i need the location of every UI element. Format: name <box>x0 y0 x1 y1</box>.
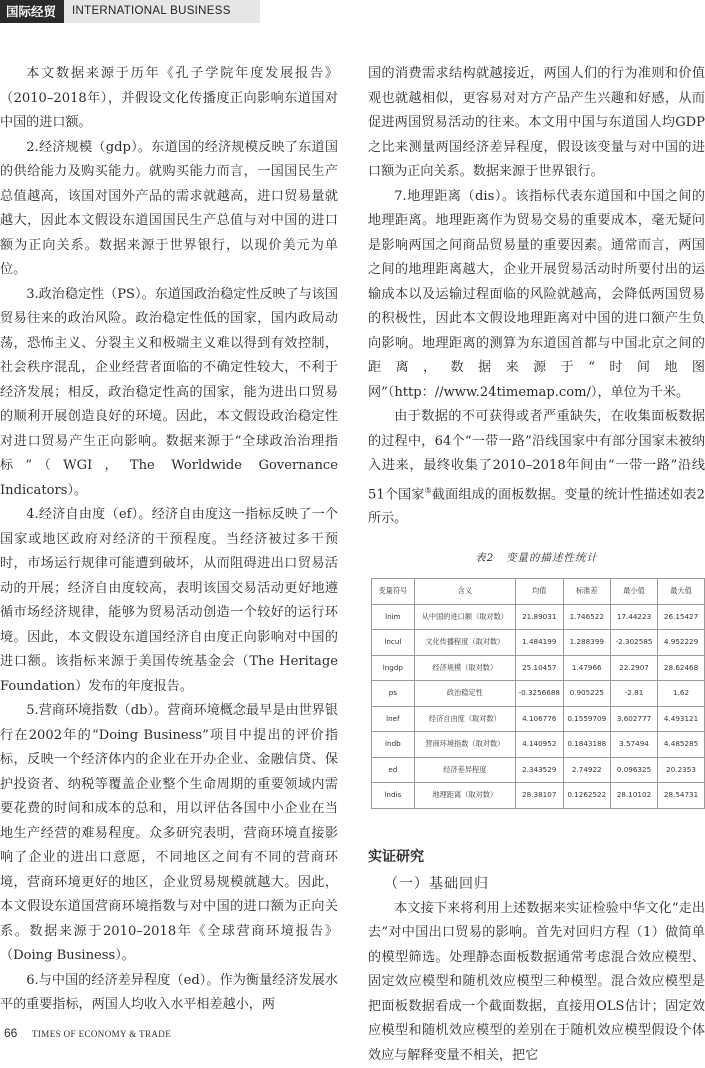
running-header <box>0 0 260 23</box>
table-row <box>372 604 705 630</box>
paragraph: 5.营商环境指数（db）。营商环境概念最早是由世界银行在2002年的“Doing Business”项目中提出的评价指标，反映一个经济体内的企业在开办企业、金融信贷、保护投资者、纳税等覆盖企业整个生命周期的重要领域内需要花费的时间和成本的总和，用以评估各国中小企业在当地生产经营的难易程度。众多研究表明，营商环境直接影响了企业的进出口意愿，不同地区之间有不同的营商环境，营商环境更好的地区，企业贸易规模就越大。因此，本文假设东道国营商环境指数与对中国的进口额为正向关系。数据来源于2010–2018年《全球营商环境报告》（Doing Business）。 <box>0 703 338 963</box>
table-row <box>372 757 705 783</box>
table-cell: 0.1262522 <box>563 783 610 809</box>
table-cell: lndis <box>372 783 415 809</box>
section-heading: 实证研究 <box>368 848 424 865</box>
table-cell: 营商环境指数（取对数） <box>414 732 515 758</box>
table-cell: 21.89031 <box>515 604 563 630</box>
table-row <box>372 783 705 809</box>
table-cell: 0.1843188 <box>563 732 610 758</box>
table-cell: lngdp <box>372 655 415 681</box>
table-row <box>372 681 705 707</box>
table-cell: 17.44223 <box>610 604 657 630</box>
header-section-en: INTERNATIONAL BUSINESS <box>64 0 260 23</box>
table-cell: 1.62 <box>658 681 705 707</box>
table-cell: 4.106776 <box>515 706 563 732</box>
table-cell: 28.54731 <box>658 783 705 809</box>
table-cell: 0.1559709 <box>563 706 610 732</box>
table-header-row <box>372 579 705 605</box>
paragraph: 4.经济自由度（ef）。经济自由度这一指标反映了一个国家或地区政府对经济的干预程度。当经济被过多干预时，市场运行规律可能遭到破坏，从而阻碍进出口贸易活动的开展；经济自由度较高，表明该国交易活动更好地遵循市场经济规律，能够为贸易活动创造一个较好的运行环境。因此，本文假设东道国经济自由度正向影响对中国的进口额。该指标来源于美国传统基金会（The Heritage Foundation）发布的年度报告。 <box>0 507 338 694</box>
table-cell: 22.2907 <box>610 655 657 681</box>
table-cell: 4.493121 <box>658 706 705 732</box>
journal-name: TIMES OF ECONOMY & TRADE <box>32 1029 172 1039</box>
table-cell: 4.952229 <box>658 630 705 656</box>
table-cell: 26.15427 <box>658 604 705 630</box>
table-cell: ps <box>372 681 415 707</box>
paragraph: 3.政治稳定性（PS）。东道国政治稳定性反映了与该国贸易往来的政治风险。政治稳定性低的国家，国内政局动荡，恐怖主义、分裂主义和极端主义难以得到有效控制，社会秩序混乱，企业经营者面临的不确定性较大，不利于经济发展；相反，政治稳定性高的国家，能为进出口贸易的顺利开展创造良好的环境。因此，本文假设政治稳定性对进口贸易产生正向影响。数据来源于“全球政治治理指标”（WGI，The Worldwide Governance Indicators）。 <box>0 286 338 498</box>
paragraph: 本文数据来源于历年《孔子学院年度发展报告》（2010–2018年），并假设文化传播度正向影响东道国对中国的进口额。 <box>0 66 338 130</box>
table-cell: 28.10102 <box>610 783 657 809</box>
table-row <box>372 630 705 656</box>
table-cell: ed <box>372 757 415 783</box>
table-caption: 表2 变量的描述性统计 <box>475 551 598 564</box>
table-cell: 1.484199 <box>515 630 563 656</box>
column-header: 均值 <box>515 579 563 605</box>
page-footer <box>0 1025 300 1043</box>
table-cell: -0.3256688 <box>515 681 563 707</box>
table-cell: 28.62468 <box>658 655 705 681</box>
table-row <box>372 655 705 681</box>
footnote-marker: ⑤ <box>424 485 432 495</box>
table-cell: 1.746522 <box>563 604 610 630</box>
text-run: 截面组成的面板数据。变量的统计性描述如表2所示。 <box>368 486 705 527</box>
paragraph: 本文接下来将利用上述数据来实证检验中华文化“走出去”对中国出口贸易的影响。首先对回归方程（1）做简单的模型筛选。处理静态面板数据通常考虑混合效应模型、固定效应模型和随机效应模型三种模型。混合效应模型是把面板数据看成一个截面数据，直接用OLS估计；固定效应模型和随机效应模型的差别在于随机效应模型假设个体效应与解释变量不相关，把它 <box>368 900 705 1063</box>
right-column <box>368 62 705 1068</box>
table-cell: 政治稳定性 <box>414 681 515 707</box>
table-cell: 28.38107 <box>515 783 563 809</box>
paragraph: 6.与中国的经济差异程度（ed）。作为衡量经济发展水平的重要指标，两国人均收入水平相差越小，两 <box>0 972 338 1012</box>
table-cell: 地理距离（取对数） <box>414 783 515 809</box>
table-cell: 2.74922 <box>563 757 610 783</box>
table-cell: 经济规模（取对数） <box>414 655 515 681</box>
table-cell: 4.140952 <box>515 732 563 758</box>
table-cell: lnef <box>372 706 415 732</box>
table-cell: lncul <box>372 630 415 656</box>
table-cell: 0.096325 <box>610 757 657 783</box>
table-row <box>372 732 705 758</box>
column-header: 标准差 <box>563 579 610 605</box>
paragraph: 国的消费需求结构就越接近，两国人们的行为准则和价值观也就越相似，更容易对对方产品产生兴趣和好感，从而促进两国贸易活动的往来。本文用中国与东道国人均GDP之比来测量两国经济差异程度，假设该变量与对中国的进口额为正向关系。数据来源于世界银行。 <box>368 66 705 179</box>
table-cell: lnim <box>372 604 415 630</box>
page-number: 66 <box>4 1026 18 1040</box>
table-cell: -2.81 <box>610 681 657 707</box>
paragraph: 7.地理距离（dis）。该指标代表东道国和中国之间的地理距离。地理距离作为贸易交易的重要成本，毫无疑问是影响两国之间商品贸易量的重要因素。通常而言，两国之间的地理距离越大，企业开展贸易活动时所要付出的运输成本以及运输过程面临的风险就越高，会降低两国贸易的积极性，因此本文假设地理距离对中国的进口额产生负向影响。地理距离的测算为东道国首都与中国北京之间的距离，数据来源于“时间地图网”（http：//www.24timemap.com/），单位为千米。 <box>368 188 705 400</box>
table-cell: 经济自由度（取对数） <box>414 706 515 732</box>
table-cell: 从中国的进口额（取对数） <box>414 604 515 630</box>
table-cell: -2.302585 <box>610 630 657 656</box>
table-cell: 3.57494 <box>610 732 657 758</box>
table-cell: 文化传播程度（取对数） <box>414 630 515 656</box>
descriptive-stats-table <box>371 578 705 809</box>
left-column <box>0 62 338 1018</box>
table-cell: 20.2353 <box>658 757 705 783</box>
header-section-cn: 国际经贸 <box>0 0 64 23</box>
table-cell: 4.485285 <box>658 732 705 758</box>
table-cell: 1.288399 <box>563 630 610 656</box>
table-cell: lndb <box>372 732 415 758</box>
column-header: 含义 <box>414 579 515 605</box>
text-run: 由于数据的不可获得或者严重缺失，在收集面板数据的过程中，64个“一带一路”沿线国家中有部分国家未被纳入进来，最终收集了2010–2018年间由“一带一路”沿线51个国家 <box>368 409 705 502</box>
table-row <box>372 706 705 732</box>
table-cell: 2.343529 <box>515 757 563 783</box>
column-header: 变量符号 <box>372 579 415 605</box>
table-cell: 经济差异程度 <box>414 757 515 783</box>
table-cell: 3.602777 <box>610 706 657 732</box>
paragraph-data-source <box>368 405 705 532</box>
table-cell: 0.905225 <box>563 681 610 707</box>
table-cell: 25.10457 <box>515 655 563 681</box>
subsection-heading: （一）基础回归 <box>384 875 489 892</box>
table-cell: 1.47966 <box>563 655 610 681</box>
column-header: 最大值 <box>658 579 705 605</box>
paragraph: 2.经济规模（gdp）。东道国的经济规模反映了东道国的供给能力及购买能力。就购买能力而言，一国国民生产总值越高，该国对国外产品的需求就越高，进口贸易量就越大，因此本文假设东道国国民生产总值与对中国的进口额为正向关系。数据来源于世界银行，以现价美元为单位。 <box>0 139 338 277</box>
column-header: 最小值 <box>610 579 657 605</box>
